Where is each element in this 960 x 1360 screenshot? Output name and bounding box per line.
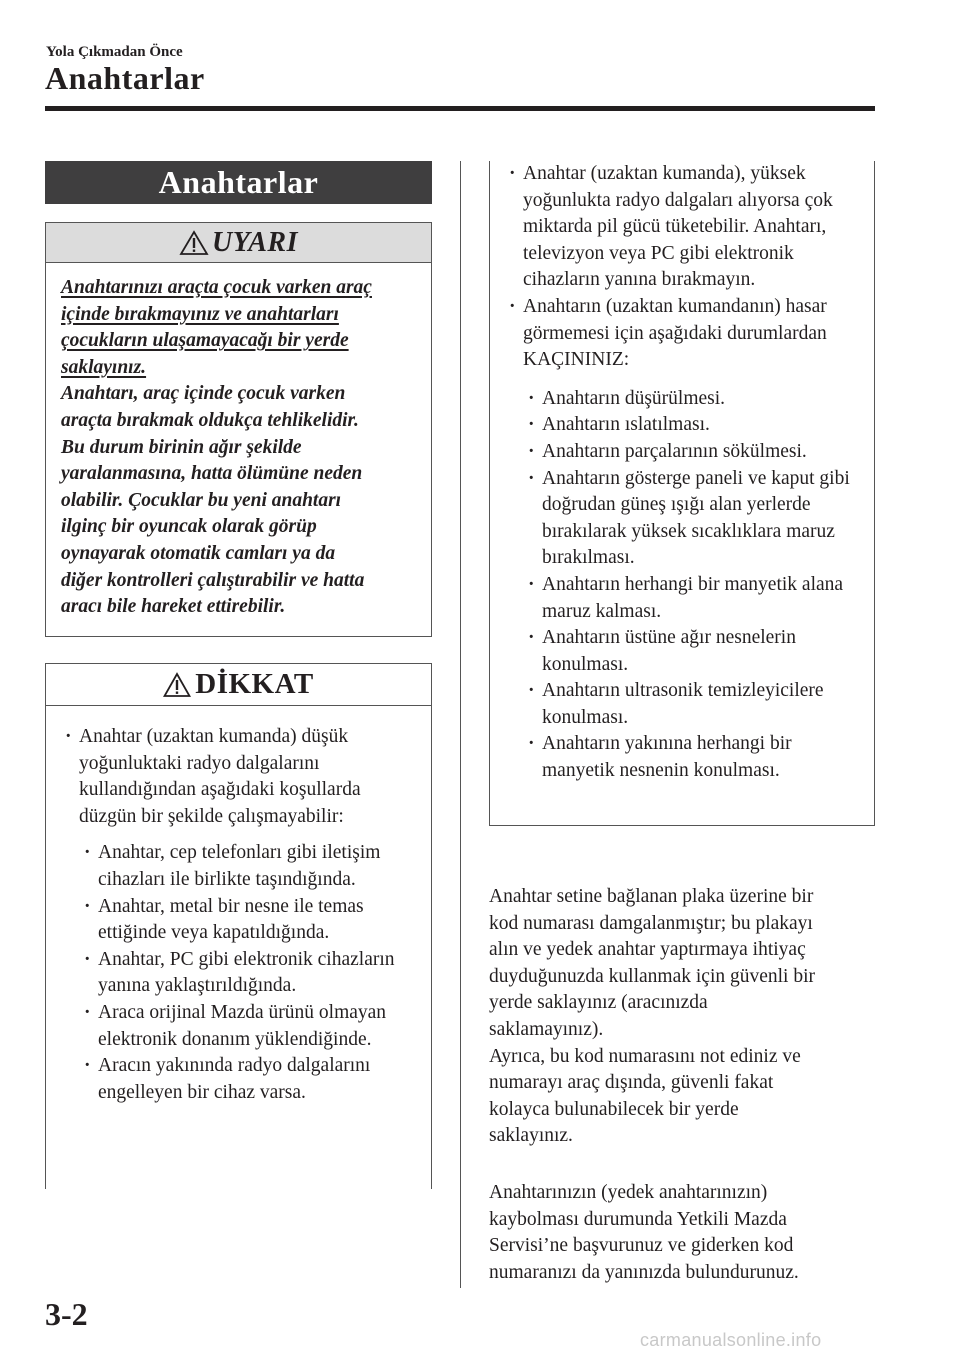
paragraph-line: alın ve yedek anahtar yaptırmaya ihtiyaç [489, 939, 806, 961]
warning-line: olabilir. Çocuklar bu yeni anahtarı [61, 489, 342, 511]
caution-subitem: · Anahtarın herhangi bir manyetik alana maruz kalması. [542, 572, 854, 625]
warning-box [45, 222, 432, 637]
warning-line: Bu durum birinin ağır şekilde [61, 436, 302, 458]
paragraph-line: Anahtarınızın (yedek anahtarınızın) [489, 1182, 768, 1203]
warning-underlined-line: içinde bırakmayınız ve anahtarları [61, 303, 339, 325]
caution-continued-box [489, 161, 875, 826]
page-number: 3-2 [45, 1296, 88, 1332]
caution-item [523, 294, 864, 785]
warning-line: aracı bile hareket ettirebilir. [61, 596, 286, 618]
caution-subitem: · Aracın yakınında radyo dalgalarını engelleyen bir cihaz varsa. [98, 1053, 411, 1106]
watermark: carmanualsonline.info [640, 1330, 822, 1350]
header-rule [45, 106, 875, 111]
caution-item: · Anahtar (uzaktan kumanda), yüksek yoğunlukta radyo dalgaları alıyorsa çok miktarda pil gücü tüketebilir. Anahtarı, televizyon veya PC gibi elektronik cihazların yanına bırakmayın. [523, 161, 864, 294]
paragraph-line: Anahtar setine bağlanan plaka üzerine bir [489, 886, 814, 907]
caution-sublist [79, 830, 421, 1106]
caution-item-text: Anahtarın (uzaktan kumandanın) hasar görmemesi için aşağıdaki durumlardan KAÇININIZ: [523, 295, 827, 371]
caution-subitem: · Anahtarın düşürülmesi. [542, 386, 854, 413]
warning-line: oynayarak otomatik camları ya da [61, 542, 336, 564]
header-section-name: Yola Çıkmadan Önce [46, 44, 183, 60]
paragraph-line: kolayca bulunabilecek bir yerde [489, 1098, 739, 1120]
caution-subitem: · Anahtarın ultrasonik temizleyicilere konulması. [542, 678, 854, 731]
paragraph-line: yerde saklayınız (aracınızda [489, 992, 708, 1014]
warning-text [46, 263, 431, 621]
caution-subitem: · Anahtarın gösterge paneli ve kaput gibi doğrudan güneş ışığı alan yerlerde bırakılarak yüksek sıcaklıklara maruz bırakılması. [542, 466, 854, 572]
warning-header [46, 223, 431, 263]
warning-underlined-line: saklayınız. [61, 356, 147, 378]
caution-continued-list [490, 161, 874, 785]
caution-subitem: · Araca orijinal Mazda ürünü olmayan elektronik donanım yüklendiğinde. [98, 1000, 411, 1053]
caution-list [46, 706, 431, 1106]
caution-item [79, 724, 421, 1106]
caution-subitem: · Anahtarın ıslatılması. [542, 412, 854, 439]
warning-label: UYARI [212, 226, 298, 258]
section-banner: Anahtarlar [45, 161, 432, 204]
column-divider [460, 161, 461, 1288]
caution-item-text: Anahtar (uzaktan kumanda) düşük yoğunluktaki radyo dalgalarını kullandığından aşağıdaki koşullarda düzgün bir şekilde çalışmayabilir: [79, 726, 361, 827]
caution-subitem: · Anahtarın üstüne ağır nesnelerin konulması. [542, 625, 854, 678]
paragraph-line: Servisi’ne başvurunuz ve giderken kod [489, 1235, 794, 1257]
paragraph-line: kaybolması durumunda Yetkili Mazda [489, 1208, 787, 1230]
warning-underlined-line: Anahtarınızı araçta çocuk varken araç [61, 277, 372, 298]
caution-sublist [523, 374, 864, 785]
caution-box [45, 663, 432, 1189]
paragraph-line: numaranızı da yanınızda bulundurunuz. [489, 1261, 799, 1283]
caution-subitem: · Anahtar, cep telefonları gibi iletişim cihazları ile birlikte taşındığında. [98, 840, 411, 893]
lost-key-paragraph [489, 1180, 879, 1286]
caution-subitem: · Anahtar, metal bir nesne ile temas ettiğinde veya kapatıldığında. [98, 894, 411, 947]
caution-header [46, 664, 431, 706]
paragraph-line: numarayı araç dışında, güvenli fakat [489, 1072, 774, 1094]
warning-line: ilginç bir oyuncak olarak görüp [61, 516, 317, 538]
warning-line: araçta bırakmak oldukça tehlikelidir. [61, 409, 359, 431]
paragraph-line: saklamayınız). [489, 1018, 604, 1040]
warning-line: Anahtarı, araç içinde çocuk varken [61, 383, 346, 405]
caution-subitem: · Anahtarın parçalarının sökülmesi. [542, 439, 854, 466]
warning-underlined-line: çocukların ulaşamayacağı bir yerde [61, 330, 349, 352]
warning-triangle-icon [179, 230, 209, 256]
caution-subitem: · Anahtar, PC gibi elektronik cihazların yanına yaklaştırıldığında. [98, 947, 411, 1000]
caution-subitem: · Anahtarın yakınına herhangi bir manyetik nesnenin konulması. [542, 731, 854, 784]
caution-label: DİKKAT [195, 668, 314, 700]
warning-line: diğer kontrolleri çalıştırabilir ve hatta [61, 569, 365, 591]
key-code-paragraph [489, 884, 879, 1150]
warning-line: yaralanmasına, hatta ölümüne neden [61, 463, 363, 485]
header-title: Anahtarlar [45, 60, 205, 96]
paragraph-line: saklayınız. [489, 1125, 573, 1147]
caution-triangle-icon [163, 672, 191, 698]
paragraph-line: kod numarası damgalanmıştır; bu plakayı [489, 912, 813, 934]
paragraph-line: Ayrıca, bu kod numarasını not ediniz ve [489, 1045, 801, 1067]
paragraph-line: duyduğunuzda kullanmak için güvenli bir [489, 965, 816, 987]
